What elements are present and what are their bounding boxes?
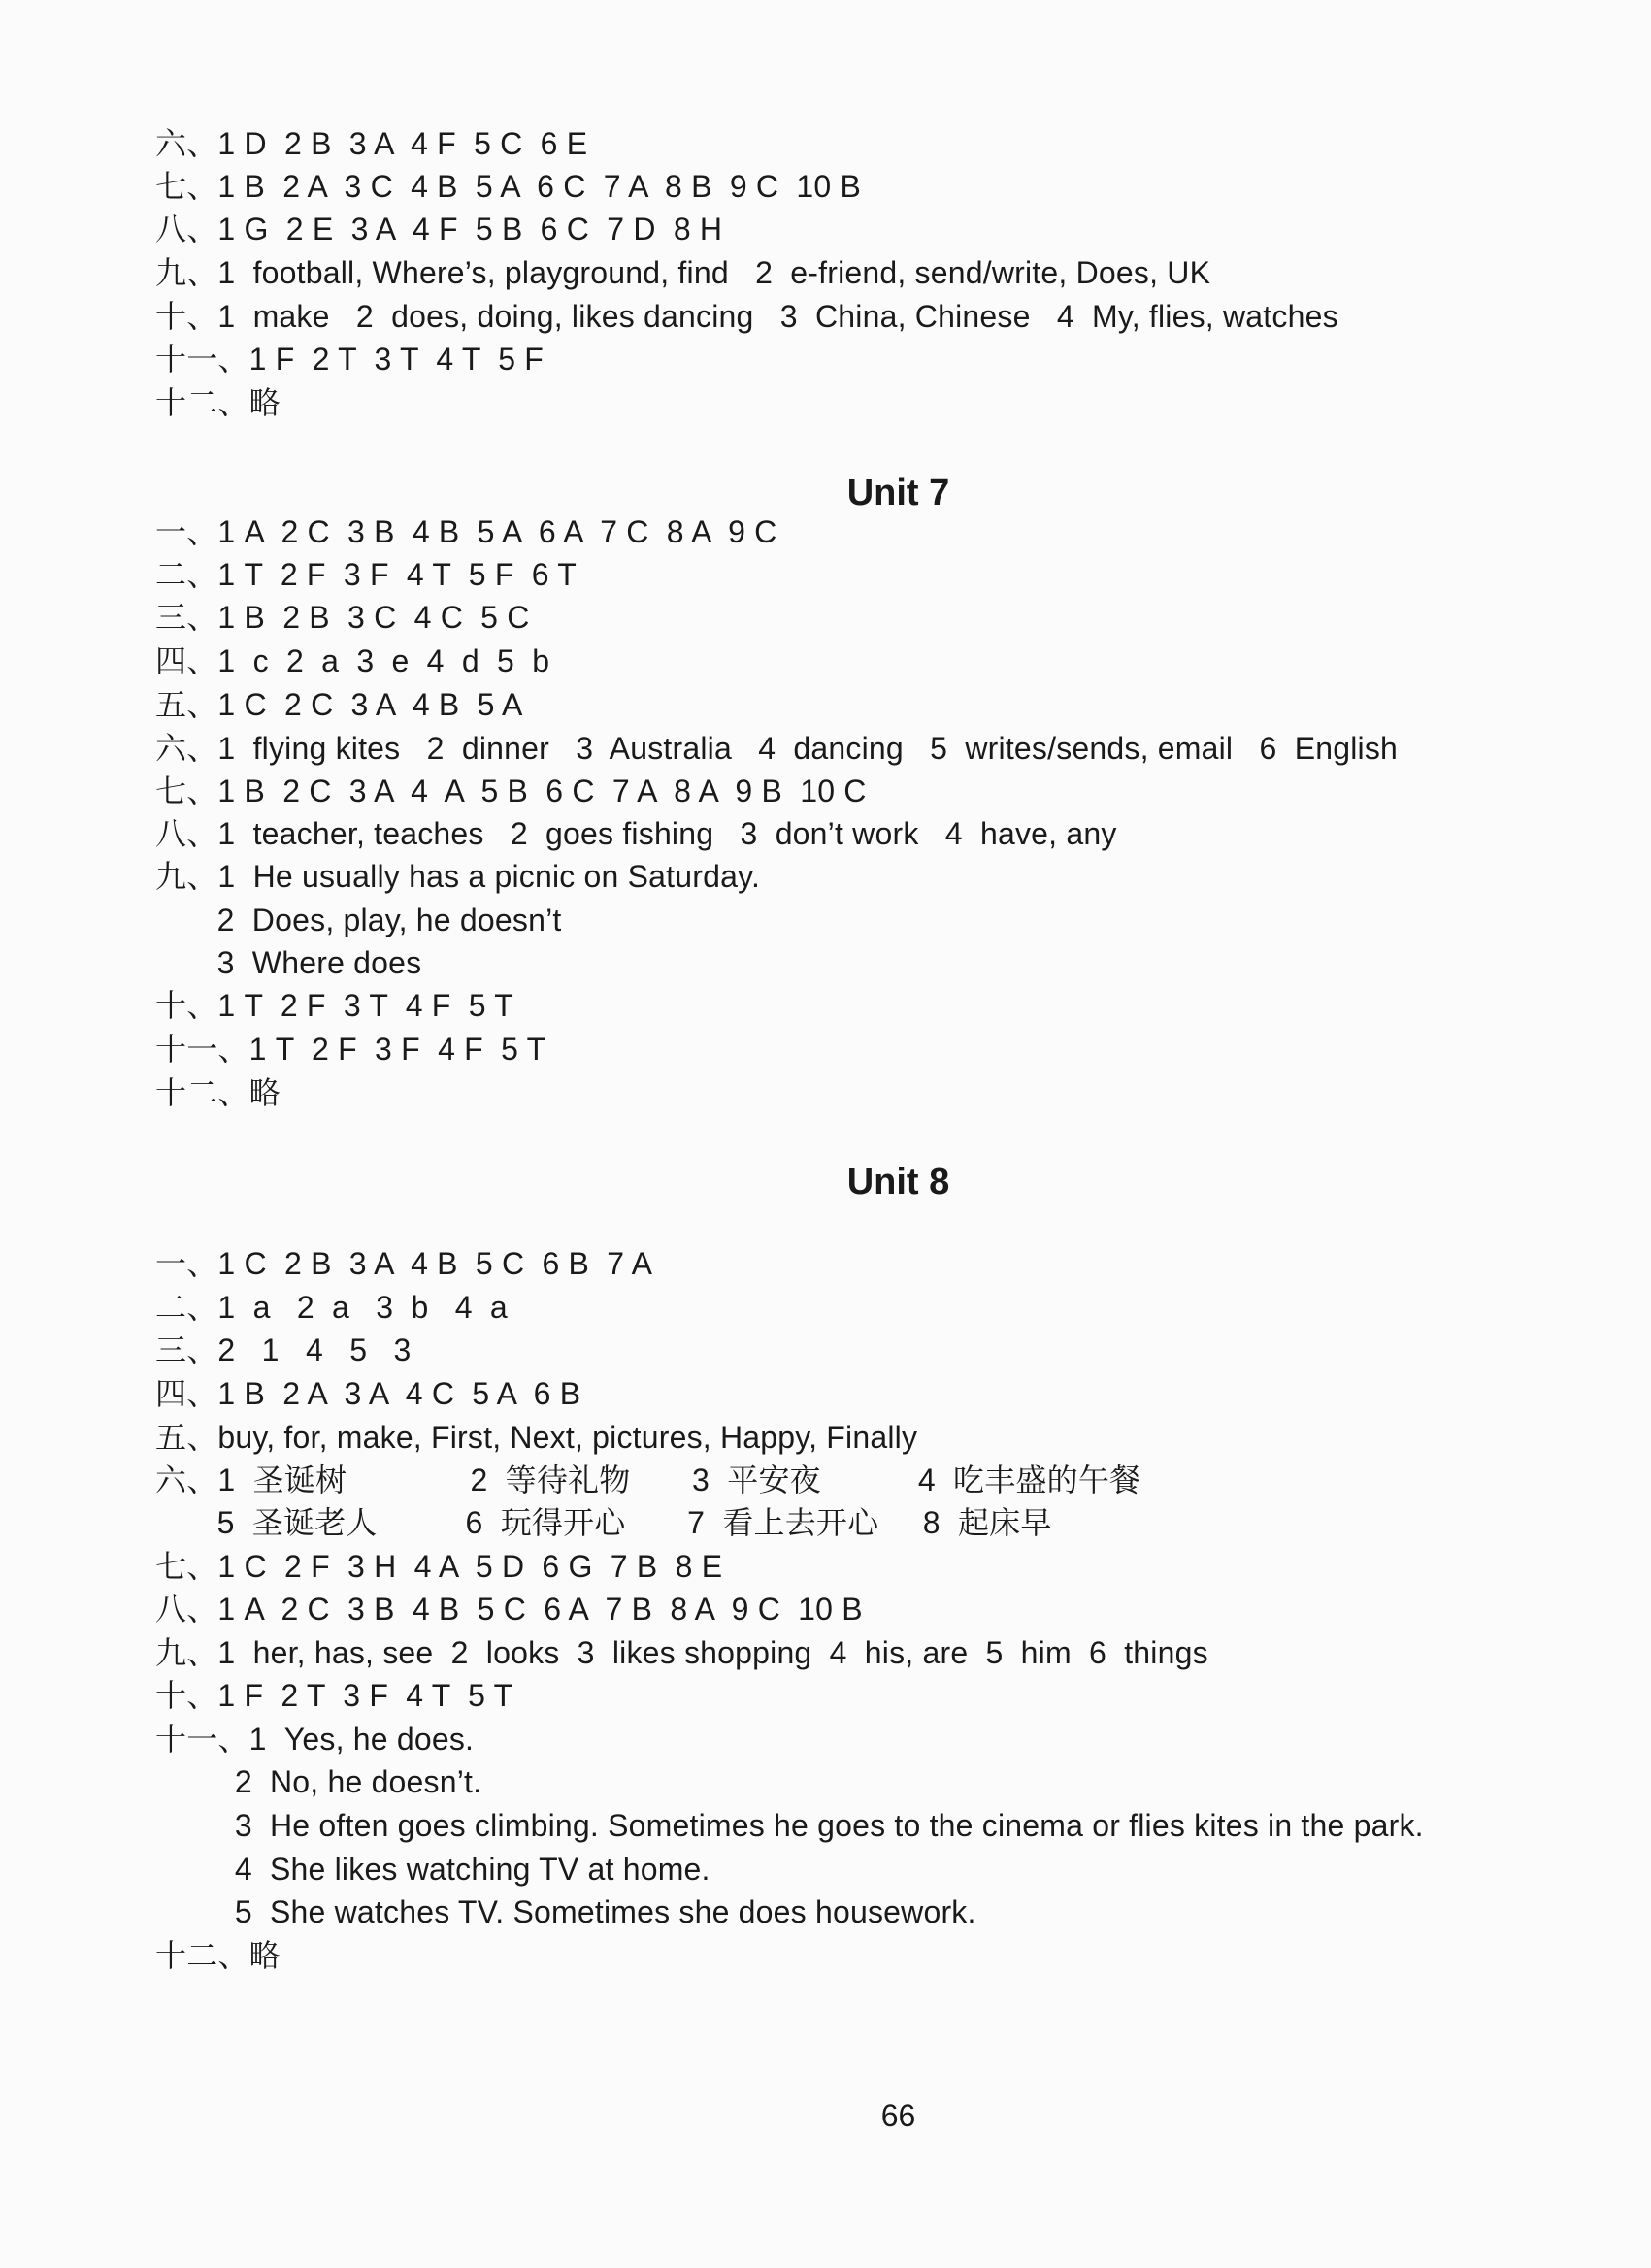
answer-line: 5 圣诞老人 6 玩得开心 7 看上去开心 8 起床早 (155, 1505, 1052, 1540)
answer-line: 七、1 B 2 C 3 A 4 A 5 B 6 C 7 A 8 A 9 B 10 C (155, 773, 867, 808)
answer-line: 九、1 football, Where’s, playground, find 2 e-friend, send/write, Does, UK (155, 255, 1211, 290)
answer-line: 四、1 B 2 A 3 A 4 C 5 A 6 B (155, 1376, 581, 1411)
answer-line: 八、1 teacher, teaches 2 goes fishing 3 don’t work 4 have, any (155, 816, 1117, 851)
answer-line: 三、2 1 4 5 3 (155, 1332, 412, 1367)
answer-line: 十、1 make 2 does, doing, likes dancing 3 China, Chinese 4 My, flies, watches (155, 299, 1338, 334)
answer-line: 5 She watches TV. Sometimes she does housework. (155, 1894, 976, 1929)
answer-line: 六、1 圣诞树 2 等待礼物 3 平安夜 4 吃丰盛的午餐 (155, 1463, 1141, 1497)
answer-line: 五、buy, for, make, First, Next, pictures, Happy, Finally (155, 1420, 918, 1455)
answer-line: 八、1 G 2 E 3 A 4 F 5 B 6 C 7 D 8 H (155, 212, 723, 247)
answer-line: 2 Does, play, he doesn’t (155, 903, 562, 937)
answer-line: 4 She likes watching TV at home. (155, 1852, 710, 1887)
answer-line: 十一、1 F 2 T 3 T 4 T 5 F (155, 342, 545, 377)
answer-line: 十一、1 T 2 F 3 F 4 F 5 T (155, 1032, 546, 1067)
unit-title: Unit 8 (846, 1162, 950, 1202)
page-number: 66 (880, 2098, 916, 2133)
answer-line: 六、1 D 2 B 3 A 4 F 5 C 6 E (155, 126, 588, 161)
answer-line: 七、1 C 2 F 3 H 4 A 5 D 6 G 7 B 8 E (155, 1549, 723, 1584)
answer-line: 十二、略 (155, 1938, 281, 1973)
answer-line: 一、1 C 2 B 3 A 4 B 5 C 6 B 7 A (155, 1246, 653, 1281)
answer-line: 二、1 T 2 F 3 F 4 T 5 F 6 T (155, 557, 578, 592)
answer-line: 十、1 T 2 F 3 T 4 F 5 T (155, 988, 513, 1023)
answer-line: 九、1 her, has, see 2 looks 3 likes shopping 4 his, are 5 him 6 things (155, 1635, 1208, 1670)
answer-line: 六、1 flying kites 2 dinner 3 Australia 4 dancing 5 writes/sends, email 6 English (155, 731, 1399, 766)
answer-line: 2 No, he doesn’t. (155, 1764, 482, 1799)
unit-title: Unit 7 (846, 473, 950, 513)
answer-line: 五、1 C 2 C 3 A 4 B 5 A (155, 687, 523, 722)
answer-line: 一、1 A 2 C 3 B 4 B 5 A 6 A 7 C 8 A 9 C (155, 514, 777, 549)
answer-line: 四、1 c 2 a 3 e 4 d 5 b (155, 643, 550, 678)
answer-line: 七、1 B 2 A 3 C 4 B 5 A 6 C 7 A 8 B 9 C 10 B (155, 169, 862, 204)
answer-line: 十、1 F 2 T 3 F 4 T 5 T (155, 1678, 513, 1713)
answer-line: 十二、略 (155, 1075, 281, 1110)
answer-line: 3 He often goes climbing. Sometimes he goes to the cinema or flies kites in the park. (155, 1808, 1424, 1843)
answer-line: 二、1 a 2 a 3 b 4 a (155, 1290, 508, 1325)
answer-line: 十一、1 Yes, he does. (155, 1722, 475, 1757)
answer-line: 三、1 B 2 B 3 C 4 C 5 C (155, 600, 530, 635)
answer-line: 九、1 He usually has a picnic on Saturday. (155, 859, 761, 894)
answer-line: 十二、略 (155, 385, 281, 420)
answer-line: 3 Where does (155, 945, 422, 980)
answer-line: 八、1 A 2 C 3 B 4 B 5 C 6 A 7 B 8 A 9 C 10 B (155, 1592, 863, 1627)
